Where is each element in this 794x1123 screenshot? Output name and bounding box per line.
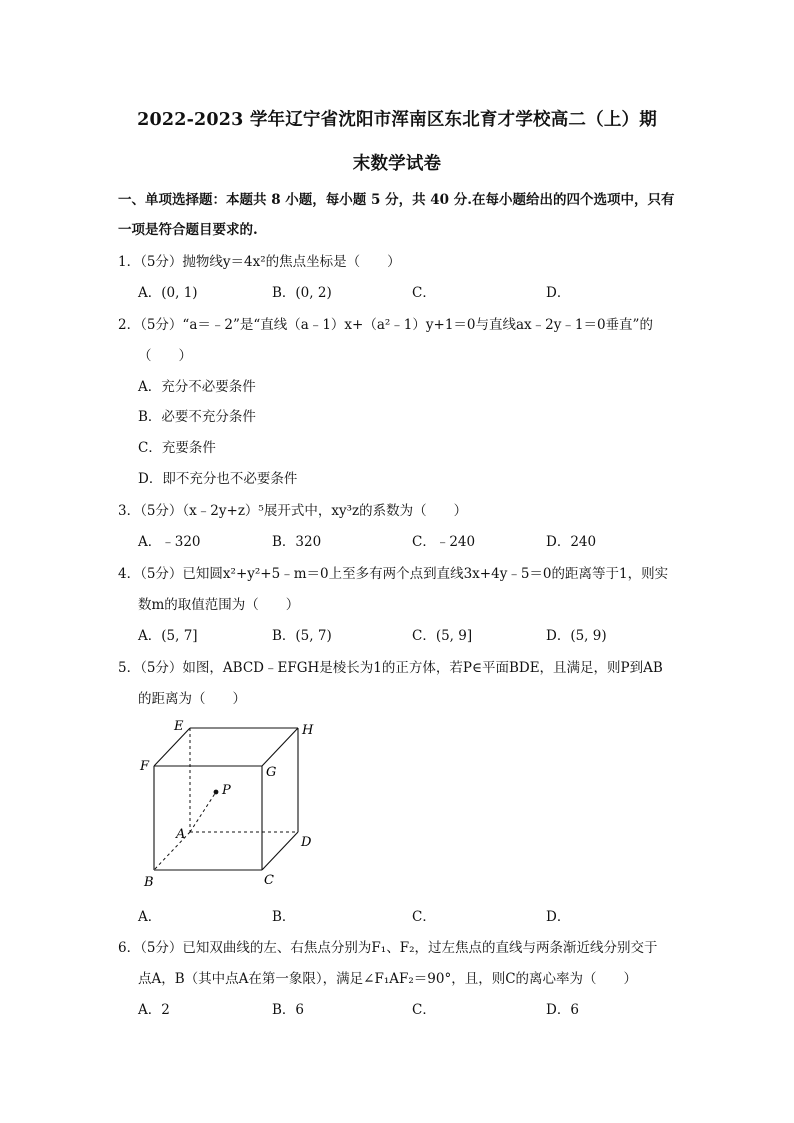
question-1-stem: 1．（5分）抛物线y＝4x²的焦点坐标是（ ）	[118, 254, 401, 270]
question-2-option-c: C．充要条件	[138, 440, 216, 456]
cube-figure	[138, 714, 328, 894]
cube-edges	[154, 728, 298, 870]
section-instruction-line2: 一项是符合题目要求的.	[118, 222, 258, 238]
label-P: P	[222, 783, 231, 798]
question-4-option-b: B．(5, 7)	[272, 628, 332, 644]
question-5-stem-line2: 的距离为（ ）	[138, 691, 246, 707]
question-6-stem-line1: 6．（5分）已知双曲线的左、右焦点分别为F₁、F₂，过左焦点的直线与两条渐近线分别交于	[118, 940, 658, 956]
question-4-option-a: A．(5, 7]	[138, 628, 198, 644]
question-2-option-b: B．必要不充分条件	[138, 409, 256, 425]
question-6-option-d: D．6	[546, 1002, 579, 1018]
question-3-option-c: C．﹣240	[412, 534, 476, 550]
question-1-option-a: A．(0, 1)	[138, 285, 198, 301]
label-G: G	[266, 765, 277, 780]
question-1-option-c: C．	[412, 285, 436, 301]
label-F: F	[140, 759, 150, 774]
question-2-option-d: D．即不充分也不必要条件	[138, 471, 298, 487]
question-4-stem-line1: 4．（5分）已知圆x²+y²+5﹣m＝0上至多有两个点到直线3x+4y﹣5＝0的距离等于1，则实	[118, 566, 669, 582]
edge-HG	[262, 728, 298, 766]
label-C: C	[264, 873, 274, 888]
segment-AP	[190, 792, 216, 832]
question-4-option-d: D．(5, 9)	[546, 628, 607, 644]
exam-title-line1: 2022-2023 学年辽宁省沈阳市浑南区东北育才学校高二（上）期	[137, 110, 657, 130]
question-6-option-b: B．6	[272, 1002, 305, 1018]
question-4-option-c: C．(5, 9]	[412, 628, 473, 644]
question-3-stem: 3．（5分）（x﹣2y+z）⁵展开式中，xy³z的系数为（ ）	[118, 503, 468, 519]
edge-FE	[154, 728, 190, 766]
question-5-stem-line1: 5．（5分）如图，ABCD﹣EFGH是棱长为1的正方体，若P∈平面BDE，且满足，则P到AB	[118, 660, 663, 676]
question-2-stem-line2: （ ）	[138, 348, 192, 364]
question-5-option-d: D．	[546, 909, 571, 925]
question-6-option-a: A．2	[138, 1002, 170, 1018]
point-P	[214, 790, 219, 795]
question-2-option-a: A．充分不必要条件	[138, 379, 256, 395]
question-5-option-a: A．	[138, 909, 162, 925]
section-instruction-line1: 一、单项选择题：本题共 8 小题，每小题 5 分，共 40 分.在每小题给出的四个选项中，只有	[118, 192, 675, 208]
question-5-option-c: C．	[412, 909, 436, 925]
question-1-option-d: D．	[546, 285, 571, 301]
question-1-option-b: B．(0, 2)	[272, 285, 332, 301]
edge-DC	[262, 832, 298, 870]
question-6-stem-line2: 点A，B（其中点A在第一象限），满足∠F₁AF₂＝90°，且，则C的离心率为（ ）	[138, 971, 638, 987]
question-4-stem-line2: 数m的取值范围为（ ）	[138, 597, 300, 613]
question-3-option-d: D．240	[546, 534, 597, 550]
question-3-option-a: A．﹣320	[138, 534, 201, 550]
label-H: H	[302, 723, 314, 738]
question-3-option-b: B．320	[272, 534, 322, 550]
question-6-option-c: C．	[412, 1002, 436, 1018]
label-D: D	[301, 835, 312, 850]
question-5-option-b: B．	[272, 909, 296, 925]
label-A: A	[176, 827, 186, 842]
question-2-stem-line1: 2．（5分）“a＝﹣2”是“直线（a﹣1）x+（a²﹣1）y+1＝0与直线ax﹣2y﹣1＝0垂直”的	[118, 317, 653, 333]
exam-title-line2: 末数学试卷	[352, 154, 442, 174]
label-B: B	[144, 875, 154, 890]
hidden-edges	[154, 728, 298, 870]
label-E: E	[174, 719, 184, 734]
